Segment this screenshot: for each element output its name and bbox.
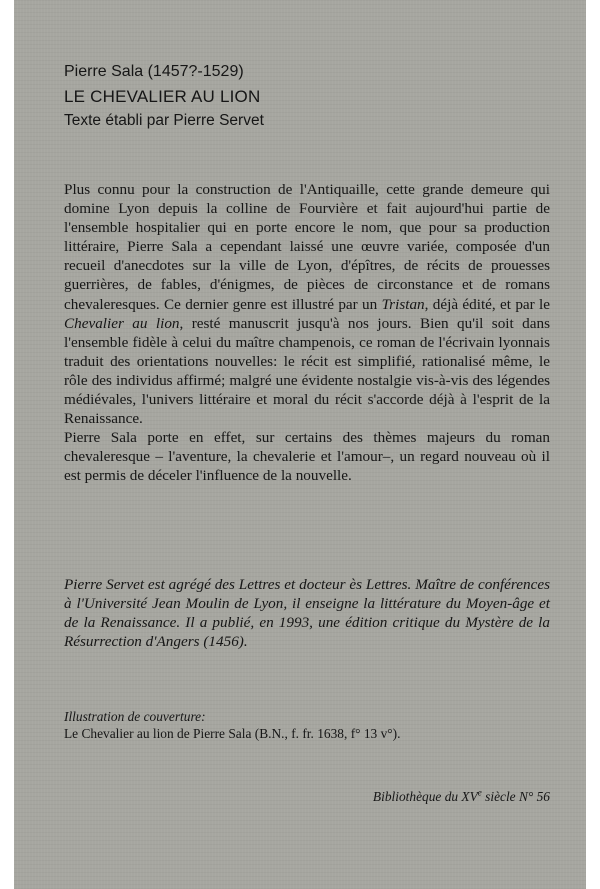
back-cover (14, 0, 586, 889)
summary-text-segment: , déjà édité, et par le (424, 295, 550, 313)
illustration-credit (64, 709, 550, 742)
summary-paragraph-2: Pierre Sala porte en effet, sur certains des thèmes majeurs du roman chevaleresque – l'aventure, la chevalerie et l'amour–, un regard nouveau où il est permis de déceler l'influence de la nouvelle. (64, 429, 550, 485)
series-prefix: Bibliothèque du XV (372, 789, 478, 804)
summary-text (64, 180, 550, 486)
author-line: Pierre Sala (1457?-1529) (64, 63, 244, 80)
illustration-label: Illustration de couverture: (64, 709, 206, 724)
book-header (64, 62, 264, 131)
series-suffix: siècle N° 56 (481, 789, 550, 804)
summary-text-segment: , resté manuscrit jusqu'à nos jours. Bien qu'il soit dans l'ensemble fidèle à celui du maître champenois, ce roman de l'écrivain lyonnais traduit des orientations nouvelles: le récit est simplifié, rationalisé même, le rôle des individus affirmé; malgré une évidente nostalgie vis-à-vis des légendes médiévales, l'univers littéraire et moral du récit s'accorde déjà à l'esprit de la Renaissance. (64, 314, 550, 428)
illustration-text: Le Chevalier au lion de Pierre Sala (B.N., f. fr. 1638, f° 13 v°). (64, 725, 401, 741)
series-superscript: e (477, 787, 482, 798)
editor-biography: Pierre Servet est agrégé des Lettres et docteur ès Lettres. Maître de conférences à l'Université Jean Moulin de Lyon, il enseigne la littérature du Moyen-âge et de la Renaissance. Il a publié, en 1993, une édition critique du Mystère de la Résurrection d'Angers (1456). (64, 576, 550, 651)
summary-text-segment: Plus connu pour la construction de l'Antiquaille, cette grande demeure qui domine Lyon depuis la colline de Fourvière et fait aujourd'hui partie de l'ensemble hospitalier qui en porte encore le nom, que pour sa production littéraire, Pierre Sala a cependant laissé une œuvre variée, composée d'un recueil d'anecdotes sur la ville de Lyon, d'épîtres, de récits de prouesses guerrières, de fables, d'énigmes, de pièces de circonstance et de romans chevaleresques. Ce dernier genre est illustré par un (64, 181, 550, 313)
work-title-tristan: Tristan (381, 295, 425, 313)
summary-paragraph-1 (64, 180, 550, 428)
book-title: LE CHEVALIER AU LION (64, 87, 261, 106)
work-title-chevalier: Chevalier au lion (64, 314, 180, 332)
editor-line: Texte établi par Pierre Servet (64, 112, 264, 129)
series-line (373, 789, 550, 805)
